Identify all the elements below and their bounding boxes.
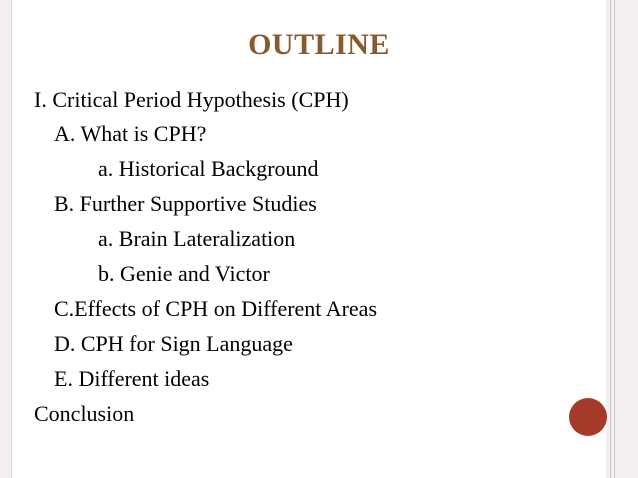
outline-item: a. Historical Background <box>98 156 319 181</box>
outline-item: D. CPH for Sign Language <box>54 331 293 356</box>
outline-item: C.Effects of CPH on Different Areas <box>54 296 378 321</box>
outline-item: Conclusion <box>34 401 135 426</box>
outline-item: I. Critical Period Hypothesis (CPH) <box>34 87 349 112</box>
outline-item: A. What is CPH? <box>54 121 207 146</box>
outline-item: B. Further Supportive Studies <box>54 191 317 216</box>
slide-title: OUTLINE <box>248 28 390 61</box>
right-border-line <box>610 0 611 478</box>
outline-item: E. Different ideas <box>54 366 210 391</box>
decorative-circle-icon <box>569 398 607 436</box>
outline-item: b. Genie and Victor <box>98 261 270 286</box>
right-border-line <box>614 0 615 478</box>
right-border <box>606 0 638 478</box>
outline-item: a. Brain Lateralization <box>98 226 296 251</box>
